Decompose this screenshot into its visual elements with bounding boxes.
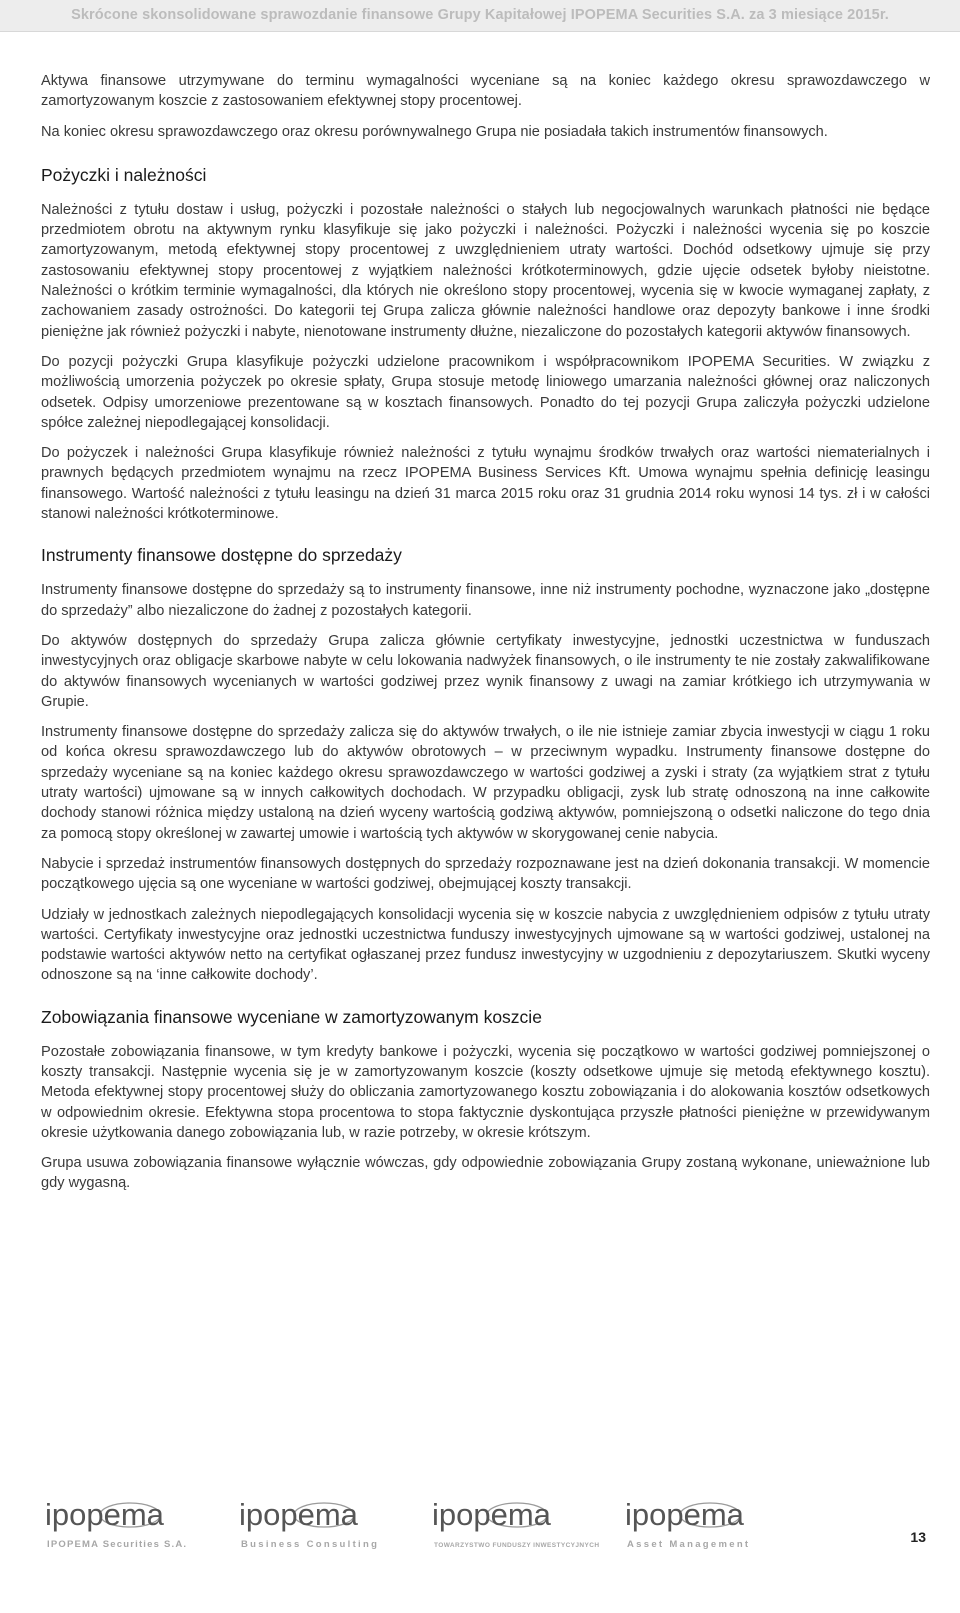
afs-paragraph-5: Udziały w jednostkach zależnych niepodlegających konsolidacji wycenia się w koszcie nabycia z uwzględnieniem odpisów z tytułu utraty wartości. Certyfikaty inwestycyjne oraz jednostki uczestnictwa funduszy inwestycyjnych ujmowane są w wartości godziwej, ustalonej na podstawie wartości aktywów netto na certyfikat ogłaszanej przez fundusz inwestycyjny w uzgodnieniu z depozytariuszem. Skutki wyceny odnoszone są na ‘inne całkowite dochody’. [41, 906, 930, 984]
logo-business-consulting [235, 1495, 410, 1555]
ipopema-logo-icon [41, 1495, 211, 1535]
logo-wordmark: ipopema [45, 1497, 164, 1532]
document-body [41, 71, 930, 1204]
loans-paragraph-1: Należności z tytułu dostaw i usług, pożyczki i pozostałe należności o stałych lub negocjowalnych warunkach płatności nie będące przedmiotem obrotu na aktywnym rynku klasyfikuje się jako pożyczki i należności. Pożyczki i należności wycenia się po koszcie zamortyzowanym, metodą efektywnej stopy procentowej z uwzględnieniem utraty wartości. Dochód odsetkowy ujmuje się przy zastosowaniu efektywnej stopy procentowej z wyjątkiem należności krótkoterminowych, gdzie ujęcie odsetek byłoby nieistotne. Należności o krótkim terminie wymagalności, dla których nie określono stopy procentowej, wycenia się w kwocie wymaganej zapłaty, z zachowaniem zasady ostrożności. Do kategorii tej Grupa zalicza głównie należności handlowe oraz depozyty bankowe i inne środki pieniężne jak również pożyczki i nabyte, nienotowane instrumenty dłużne, niezaliczone do pozostałych kategorii aktywów finansowych. [41, 201, 930, 340]
logo-subtitle: Business Consulting [241, 1539, 380, 1550]
afs-paragraph-1: Instrumenty finansowe dostępne do sprzedaży są to instrumenty finansowe, inne niż instrumenty pochodne, wyznaczone jako „dostępne do sprzedaży” albo niezaliczone do żadnej z pozostałych kategorii. [41, 582, 930, 619]
logo-subtitle: IPOPEMA Securities S.A. [47, 1539, 188, 1550]
ipopema-logo-icon [235, 1495, 405, 1535]
logo-subtitle: TOWARZYSTWO FUNDUSZY INWESTYCYJNYCH [434, 1542, 600, 1549]
intro-paragraph-1: Aktywa finansowe utrzymywane do terminu wymagalności wyceniane są na koniec każdego okresu sprawozdawczego w zamortyzowanym koszcie z zastosowaniem efektywnej stopy procentowej. [41, 73, 930, 110]
liabilities-paragraph-1: Pozostałe zobowiązania finansowe, w tym kredyty bankowe i pożyczki, wycenia się początkowo w wartości godziwej pomniejszonej o koszty transakcji. Następnie wycenia się je w zamortyzowanym koszcie (koszty odsetkowe ujmuje się metodą efektywnego kosztu). Metoda efektywnej stopy procentowej służy do obliczania zamortyzowanego kosztu zobowiązania i do alokowania kosztów odsetkowych w odpowiednim okresie. Efektywna stopa procentowa to stopa faktycznie dyskontująca przyszłe płatności pieniężne w przewidywanym okresie użytkowania danego zobowiązania lub, w razie potrzeby, w okresie krótszym. [41, 1043, 930, 1141]
logo-wordmark: ipopema [625, 1497, 744, 1532]
afs-paragraph-2: Do aktywów dostępnych do sprzedaży Grupa zalicza głównie certyfikaty inwestycyjne, jednostki uczestnictwa w funduszach inwestycyjnych oraz obligacje skarbowe nabyte w celu lokowania nadwyżek finansowych, o ile instrumenty te nie zostały zakwalifikowane do aktywów finansowych wycenianych w wartości godziwej przez wynik finansowy z uwagi na zamiar krótkiego ich utrzymywania w Grupie. [41, 632, 930, 710]
ipopema-logo-icon [621, 1495, 791, 1535]
section-heading-loans: Pożyczki i należności [41, 164, 207, 185]
page-footer [0, 1495, 960, 1565]
liabilities-paragraph-2: Grupa usuwa zobowiązania finansowe wyłącznie wówczas, gdy odpowiednie zobowiązania Grupy zostaną wykonane, unieważnione lub gdy wygasną. [41, 1155, 930, 1192]
page-header [0, 0, 960, 32]
section-heading-liabilities: Zobowiązania finansowe wyceniane w zamortyzowanym koszcie [41, 1006, 542, 1027]
header-title: Skrócone skonsolidowane sprawozdanie finansowe Grupy Kapitałowej IPOPEMA Securities S.A. za 3 miesiące 2015r. [71, 7, 889, 23]
afs-paragraph-4: Nabycie i sprzedaż instrumentów finansowych dostępnych do sprzedaży rozpoznawane jest na dzień dokonania transakcji. W momencie początkowego ujęcia są one wyceniane w wartości godziwej, obejmującej koszty transakcji. [41, 855, 930, 893]
logo-wordmark: ipopema [239, 1497, 358, 1532]
loans-paragraph-3: Do pożyczek i należności Grupa klasyfikuje również należności z tytułu wynajmu środków trwałych oraz wartości niematerialnych i prawnych będących przedmiotem wynajmu na rzecz IPOPEMA Business Services Kft. Umowa wynajmu spełnia definicję leasingu finansowego. Wartość należności z tytułu leasingu na dzień 31 marca 2015 roku oraz 31 grudnia 2014 roku wynosi 14 tys. zł i w całości stanowi należności krótkoterminowe. [41, 445, 930, 523]
afs-paragraph-3: Instrumenty finansowe dostępne do sprzedaży zalicza się do aktywów trwałych, o ile nie istnieje zamiar zbycia inwestycji w ciągu 1 roku od końca okresu sprawozdawczego lub do aktywów obrotowych – w przeciwnym wypadku. Instrumenty finansowe dostępne do sprzedaży wyceniane są na koniec każdego okresu sprawozdawczego w wartości godziwej a zyski i straty (za wyjątkiem strat z tytułu utraty wartości) ujmowane są w innych całkowitych dochodach. W przypadku obligacji, zysk lub stratę odnoszoną na inne całkowite dochody stanowi różnica między ustaloną na dzień wyceny wartością godziwą aktywów, pomniejszoną o odsetki naliczone do tego dnia za pomocą stopy określonej w zawartej umowie i wartością tych aktywów w skorygowanej cenie nabycia. [41, 724, 930, 842]
ipopema-logo-icon [428, 1495, 598, 1535]
logo-tfi [428, 1495, 603, 1555]
logo-asset-management [621, 1495, 796, 1555]
logo-subtitle: Asset Management [627, 1539, 751, 1550]
logo-wordmark: ipopema [432, 1497, 551, 1532]
intro-paragraph-2: Na koniec okresu sprawozdawczego oraz okresu porównywalnego Grupa nie posiadała takich instrumentów finansowych. [41, 123, 828, 140]
page-number: 13 [910, 1529, 926, 1545]
section-heading-afs: Instrumenty finansowe dostępne do sprzedaży [41, 545, 402, 566]
logo-securities [41, 1495, 216, 1555]
loans-paragraph-2: Do pozycji pożyczki Grupa klasyfikuje pożyczki udzielone pracownikom i współpracownikom IPOPEMA Securities. W związku z możliwością umorzenia pożyczek po okresie spłaty, Grupa stosuje metodę liniowego umarzania należności głównej oraz naliczonych odsetek. Odpisy umorzeniowe prezentowane są w kosztach finansowych. Ponadto do tej pozycji Grupa zaliczyła pożyczki udzielone spółce zależnej niepodlegającej konsolidacji. [41, 353, 930, 431]
